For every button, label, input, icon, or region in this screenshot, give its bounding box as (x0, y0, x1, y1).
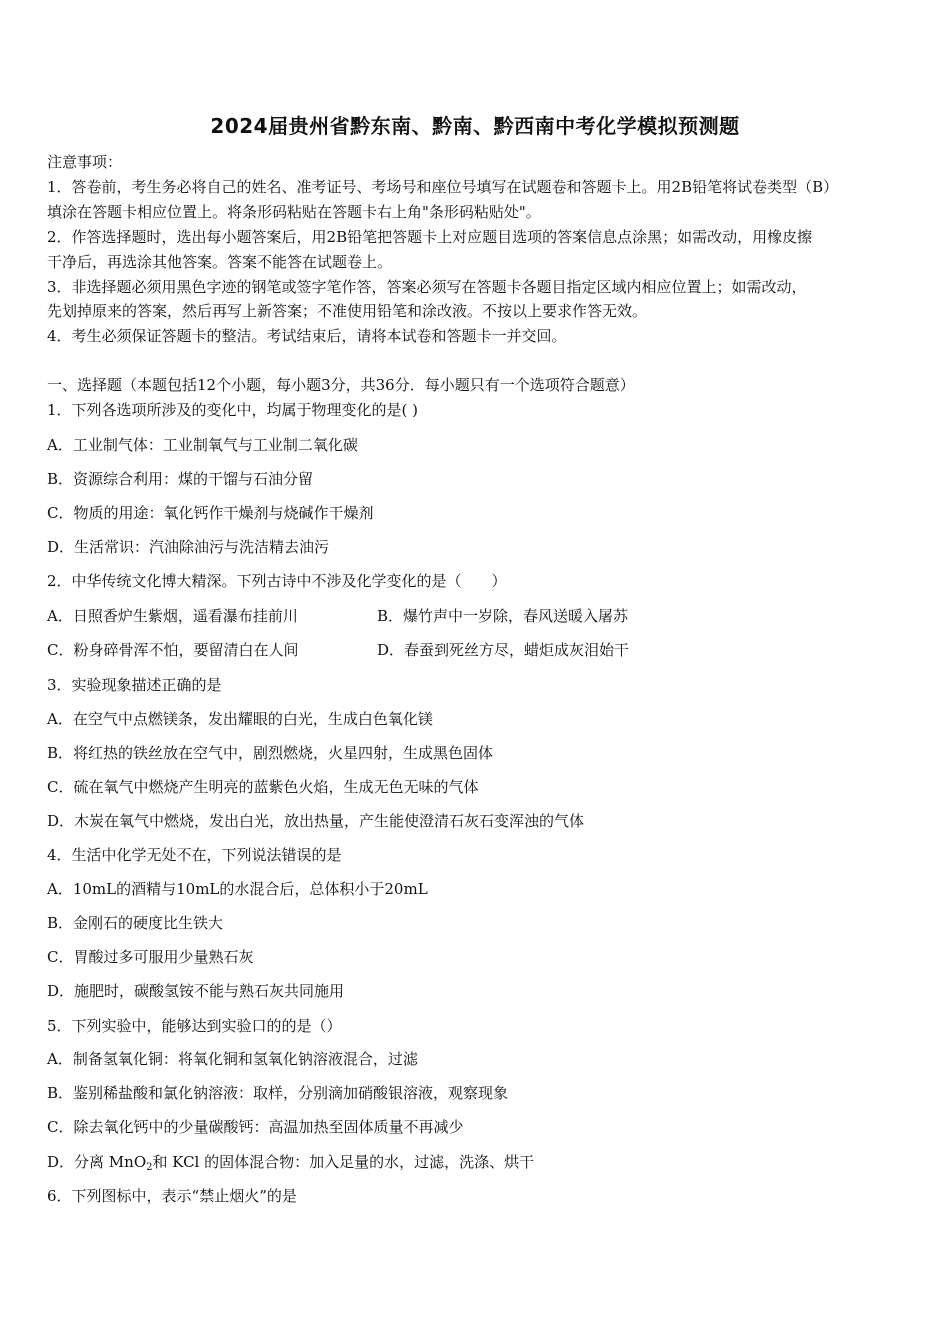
question-6-stem: 6．下列图标中，表示“禁止烟火”的是 (47, 1187, 297, 1205)
question-5-option-d (47, 1153, 534, 1177)
notice-line: 先划掉原来的答案，然后再写上新答案；不准使用铅笔和涂改液。不按以上要求作答无效。 (47, 302, 648, 320)
question-1-option-d: D．生活常识：汽油除油污与洗洁精去油污 (47, 538, 330, 556)
question-5-option-a: A．制备氢氧化铜：将氧化铜和氢氧化钠溶液混合，过滤 (47, 1050, 418, 1068)
question-2-option-a: A．日照香炉生紫烟，遥看瀑布挂前川 (47, 607, 298, 625)
question-2-option-c: C．粉身碎骨浑不怕，要留清白在人间 (47, 641, 299, 659)
question-2-stem: 2．中华传统文化博大精深。下列古诗中不涉及化学变化的是（ ） (47, 572, 507, 590)
question-3-stem: 3．实验现象描述正确的是 (47, 676, 222, 694)
question-4-option-a: A．10mL的酒精与10mL的水混合后，总体积小于20mL (47, 880, 428, 898)
question-2-option-d: D．春蚕到死丝方尽，蜡炬成灰泪始干 (377, 641, 630, 659)
notice-line: 干净后，再选涂其他答案。答案不能答在试题卷上。 (47, 253, 393, 271)
notice-line: 1．答卷前，考生务必将自己的姓名、准考证号、考场号和座位号填写在试题卷和答题卡上。用2B铅笔将试卷类型（B） (47, 178, 839, 196)
question-1-option-a: A．工业制气体：工业制氧气与工业制二氧化碳 (47, 436, 358, 454)
question-1-option-c: C．物质的用途：氧化钙作干燥剂与烧碱作干燥剂 (47, 504, 374, 522)
subscript-2: 2 (146, 1162, 153, 1173)
question-3-option-d: D．木炭在氧气中燃烧，发出白光，放出热量，产生能使澄清石灰石变浑浊的气体 (47, 812, 585, 830)
question-3-option-a: A．在空气中点燃镁条，发出耀眼的白光，生成白色氧化镁 (47, 710, 433, 728)
question-4-option-b: B．金刚石的硬度比生铁大 (47, 914, 224, 932)
question-5-option-c: C．除去氧化钙中的少量碳酸钙：高温加热至固体质量不再减少 (47, 1118, 464, 1136)
question-4-option-c: C．胃酸过多可服用少量熟石灰 (47, 948, 254, 966)
question-4-option-d: D．施肥时，碳酸氢铵不能与熟石灰共同施用 (47, 982, 345, 1000)
question-5-stem: 5．下列实验中，能够达到实验口的的是（） (47, 1017, 342, 1035)
question-5-option-b: B．鉴别稀盐酸和氯化钠溶液：取样，分别滴加硝酸银溶液，观察现象 (47, 1084, 509, 1102)
notice-line: 3．非选择题必须用黑色字迹的钢笔或签字笔作答，答案必须写在答题卡各题目指定区域内相应位置上；如需改动， (47, 278, 807, 296)
notice-line: 4．考生必须保证答题卡的整洁。考试结束后，请将本试卷和答题卡一并交回。 (47, 327, 567, 345)
option-d-text-pre: D．分离 MnO (47, 1153, 147, 1171)
question-3-option-c: C．硫在氧气中燃烧产生明亮的蓝紫色火焰，生成无色无味的气体 (47, 778, 479, 796)
question-1-option-b: B．资源综合利用：煤的干馏与石油分留 (47, 470, 314, 488)
question-1-stem: 1．下列各选项所涉及的变化中，均属于物理变化的是( ) (47, 401, 419, 419)
notice-heading: 注意事项： (47, 153, 123, 171)
page-title: 2024届贵州省黔东南、黔南、黔西南中考化学模拟预测题 (210, 114, 740, 138)
notice-line: 2．作答选择题时，选出每小题答案后，用2B铅笔把答题卡上对应题目选项的答案信息点涂黑；如需改动，用橡皮擦 (47, 228, 813, 246)
question-3-option-b: B．将红热的铁丝放在空气中，剧烈燃烧，火星四射，生成黑色固体 (47, 744, 494, 762)
notice-line: 填涂在答题卡相应位置上。将条形码粘贴在答题卡右上角"条形码粘贴处"。 (47, 203, 541, 221)
question-4-stem: 4．生活中化学无处不在，下列说法错误的是 (47, 846, 342, 864)
question-2-option-b: B．爆竹声中一岁除，春风送暖入屠苏 (377, 607, 629, 625)
section-heading: 一、选择题（本题包括12个小题，每小题3分，共36分．每小题只有一个选项符合题意） (47, 376, 635, 394)
option-d-text-post: 和 KCl 的固体混合物：加入足量的水，过滤，洗涤、烘干 (152, 1153, 535, 1171)
